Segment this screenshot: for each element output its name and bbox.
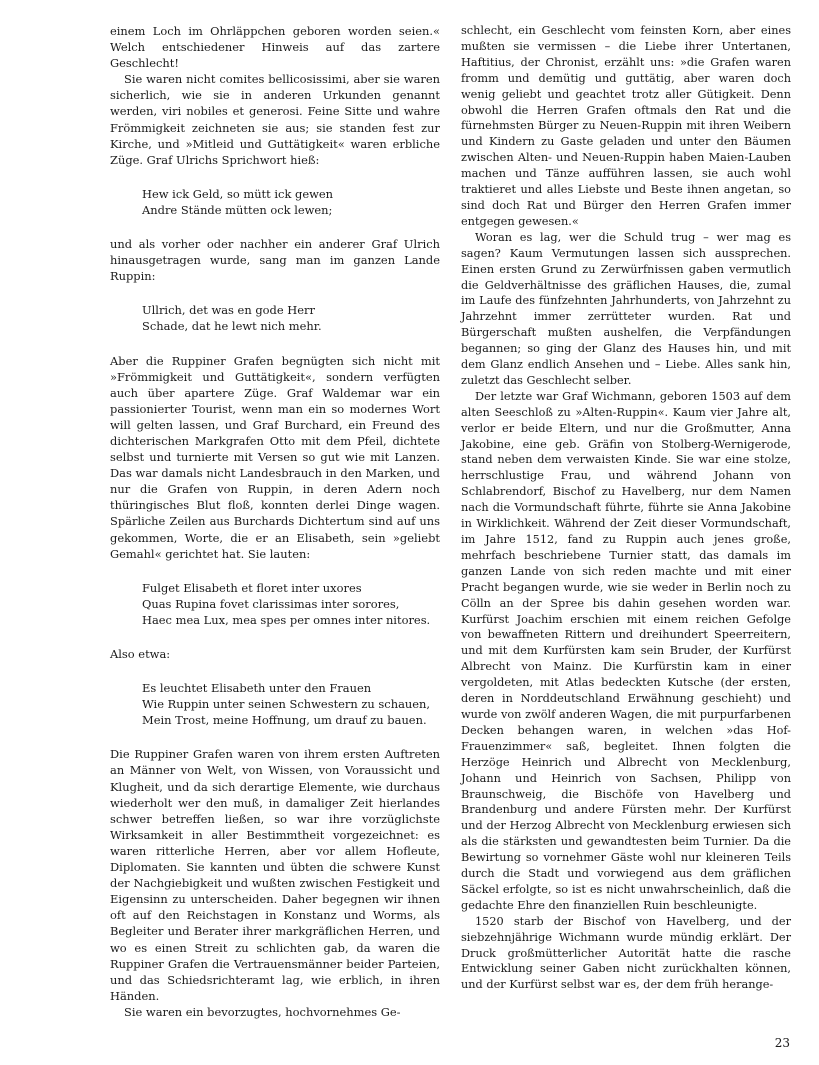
paragraph: Der letzte war Graf Wichmann, geboren 1503 auf dem alten Seeschloß zu »Alten-Ruppin«. Kaum vier Jahre alt, verlor er beide Eltern, und nur die Großmutter, Anna Jakobine, eine geb. Gräfin von Stolberg-Wernigerode, stand neben dem verwaisten Kinde. Sie war eine stolze, herrschlustige Frau, und während Johann von Schlabrendorf, Bischof zu Havelberg, nur dem Namen nach die Vormundschaft führte, führte sie Anna Jakobine in Wirklichkeit. Während der Zeit dieser Vormundschaft, im Jahre 1512, fand zu Ruppin auch jenes große, mehrfach beschriebene Turnier statt, das damals im ganzen Lande von sich reden machte und mit einer Pracht begangen wurde, wie sie weder in Berlin noch zu Cölln an der Spree bis dahin gesehen worden war. Kurfürst Joachim erschien mit einem reichen Gefolge von bewaffneten Rittern und dreihundert Speerreitern, und mit dem Kurfürsten kam sein Bruder, der Kurfürst Albrecht von Mainz. Die Kurfürstin kam in einer vergoldeten, mit Atlas bedeckten Kutsche (der ersten, deren in Norddeutschland Erwähnung geschieht) und wurde von zwölf anderen Wagen, die mit purpurfarbenen Decken behangen waren, in welchen »das Hof-Frauenzimmer« saß, begleitet. Ihnen folgten die Herzöge Heinrich und Albrecht von Mecklenburg, Johann und Heinrich von Sachsen, Philipp von Braunschweig, die Bischöfe von Havelberg und Brandenburg und andere Fürsten mehr. Der Kurfürst und der Herzog Albrecht von Mecklenburg erwiesen sich als die stärksten und gewandtesten beim Turnier. Da die Bewirtung so vornehmer Gäste wohl nur kleineren Teils durch die Stadt und vorwiegend aus dem gräflichen Säckel erfolgte, so ist es nicht unwahrscheinlich, daß die gedachte Ehre den finanziellen Ruin beschleunigte. (461, 389, 791, 912)
verse-latin (142, 580, 440, 628)
paragraph: Aber die Ruppiner Grafen begnügten sich nicht mit »Frömmigkeit und Guttätigkeit«, sondern verfügten auch über apartere Züge. Graf Waldemar war ein passionierter Tourist, wenn man ein so modernes Wort will gelten lassen, und Graf Burchard, ein Freund des dichterischen Markgrafen Otto mit dem Pfeil, dichtete selbst und turnierte mit Versen so gut wie mit Lanzen. Das war damals nicht Landesbrauch in den Marken, und nur die Grafen von Ruppin, in deren Adern noch thüringisches Blut floß, konnten derlei Dinge wagen. Spärliche Zeilen aus Burchards Dichtertum sind auf uns gekommen, Worte, die er an Elisabeth, sein »geliebt Gemahl« gerichtet hat. Sie lauten: (110, 353, 440, 561)
verse-line: Es leuchtet Elisabeth unter den Frauen (142, 681, 372, 696)
verse-line: Hew ick Geld, so mütt ick gewen (142, 186, 334, 201)
right-column (461, 23, 791, 993)
verse-line: Schade, dat he lewt nich mehr. (142, 319, 322, 334)
left-column (110, 23, 440, 1020)
paragraph: Woran es lag, wer die Schuld trug – wer mag es sagen? Kaum Vermutungen lassen sich aussprechen. Einen ersten Grund zu Zerwürfnissen gaben vermutlich die Geldverhältnisse des gräflichen Hauses, die, zumal im Laufe des fünfzehnten Jahrhunderts, von Jahrzehnt zu Jahrzehnt immer zerrütteter wurden. Rat und Bürgerschaft mußten aushelfen, die Verpfändungen begannen; so ging der Glanz des Hauses hin, und mit dem Glanz endlich Ansehen und – Liebe. Alles sank hin, zuletzt das Geschlecht selber. (461, 230, 791, 387)
verse-line: Quas Rupina fovet clarissimas inter sorores, (142, 596, 400, 611)
verse-line: Andre Stände mütten ock lewen; (142, 202, 333, 217)
paragraph: 1520 starb der Bischof von Havelberg, und der siebzehnjährige Wichmann wurde mündig erklärt. Der Druck großmütterlicher Autorität hatte die rasche Entwicklung seiner Gaben nicht zurückhalten können, und der Kurfürst selbst war es, der dem früh herange- (461, 914, 791, 992)
verse-low-german-proverb (142, 186, 440, 218)
paragraph: einem Loch im Ohrläppchen geboren worden seien.« Welch entschiedener Hinweis auf das zartere Geschlecht! (110, 24, 440, 71)
paragraph: Die Ruppiner Grafen waren von ihrem ersten Auftreten an Männer von Welt, von Wissen, von Voraussicht und Klugheit, und da sich derartige Elemente, wie durchaus wiederholt wer den muß, in damaliger Zeit hierlandes schwer betreffen ließen, so war ihre vorzüglichste Wirksamkeit in aller Bestimmtheit vorgezeichnet: es waren ritterliche Herren, aber vor allem Hofleute, Diplomaten. Sie kannten und übten die schwere Kunst der Nachgiebigkeit und wußten zwischen Festigkeit und Eigensinn zu unterscheiden. Daher begegnen wir ihnen oft auf den Reichstagen in Konstanz und Worms, als Begleiter und Berater ihrer markgräflichen Herren, und wo es einen Streit zu schlichten gab, da waren die Ruppiner Grafen die Vertrauensmänner beider Parteien, und das Schiedsrichteramt lag, wie erblich, in ihren Händen. (110, 747, 440, 1003)
paragraph: schlecht, ein Geschlecht vom feinsten Korn, aber eines mußten sie vermissen – die Liebe ihrer Untertanen, Haftitius, der Chronist, erzählt uns: »die Grafen waren fromm und demütig und guttätig, aber waren doch wenig geliebt und geachtet trotz aller Gütigkeit. Denn obwohl die Herren Grafen oftmals den Rat und die fürnehmsten Bürger zu Neuen-Ruppin mit ihren Weibern und Kindern zu Gaste geladen und unter den Bäumen zwischen Alten- und Neuen-Ruppin haben Maien-Lauben machen und Tänze aufführen lassen, sie auch wohl traktieret und alles Liebste und Beste ihnen angetan, so sind doch Rat und Bürger den Herren Grafen immer entgegen gewesen.« (461, 24, 791, 228)
verse-lament (142, 302, 440, 334)
verse-line: Ullrich, det was en gode Herr (142, 303, 315, 318)
paragraph: und als vorher oder nachher ein anderer Graf Ulrich hinausgetragen wurde, sang man im ganzen Lande Ruppin: (110, 237, 440, 284)
verse-line: Mein Trost, meine Hoffnung, um drauf zu bauen. (142, 713, 427, 728)
verse-line: Fulget Elisabeth et floret inter uxores (142, 580, 362, 595)
verse-translation (142, 680, 440, 728)
paragraph: Sie waren ein bevorzugtes, hochvornehmes Ge- (124, 1004, 401, 1019)
paragraph: Sie waren nicht comites bellicosissimi, aber sie waren sicherlich, wie sie in anderen Urkunden genannt werden, viri nobiles et generosi. Feine Sitte und wahre Frömmigkeit zeichneten sie aus; sie standen fest zur Kirche, und »Mitleid und Guttätigkeit« waren erbliche Züge. Graf Ulrichs Sprichwort hieß: (110, 72, 440, 167)
verse-line: Wie Ruppin unter seinen Schwestern zu schauen, (142, 697, 431, 712)
paragraph: Also etwa: (110, 647, 171, 661)
page-number: 23 (774, 1036, 790, 1050)
verse-line: Haec mea Lux, mea spes per omnes inter nitores. (142, 612, 431, 627)
